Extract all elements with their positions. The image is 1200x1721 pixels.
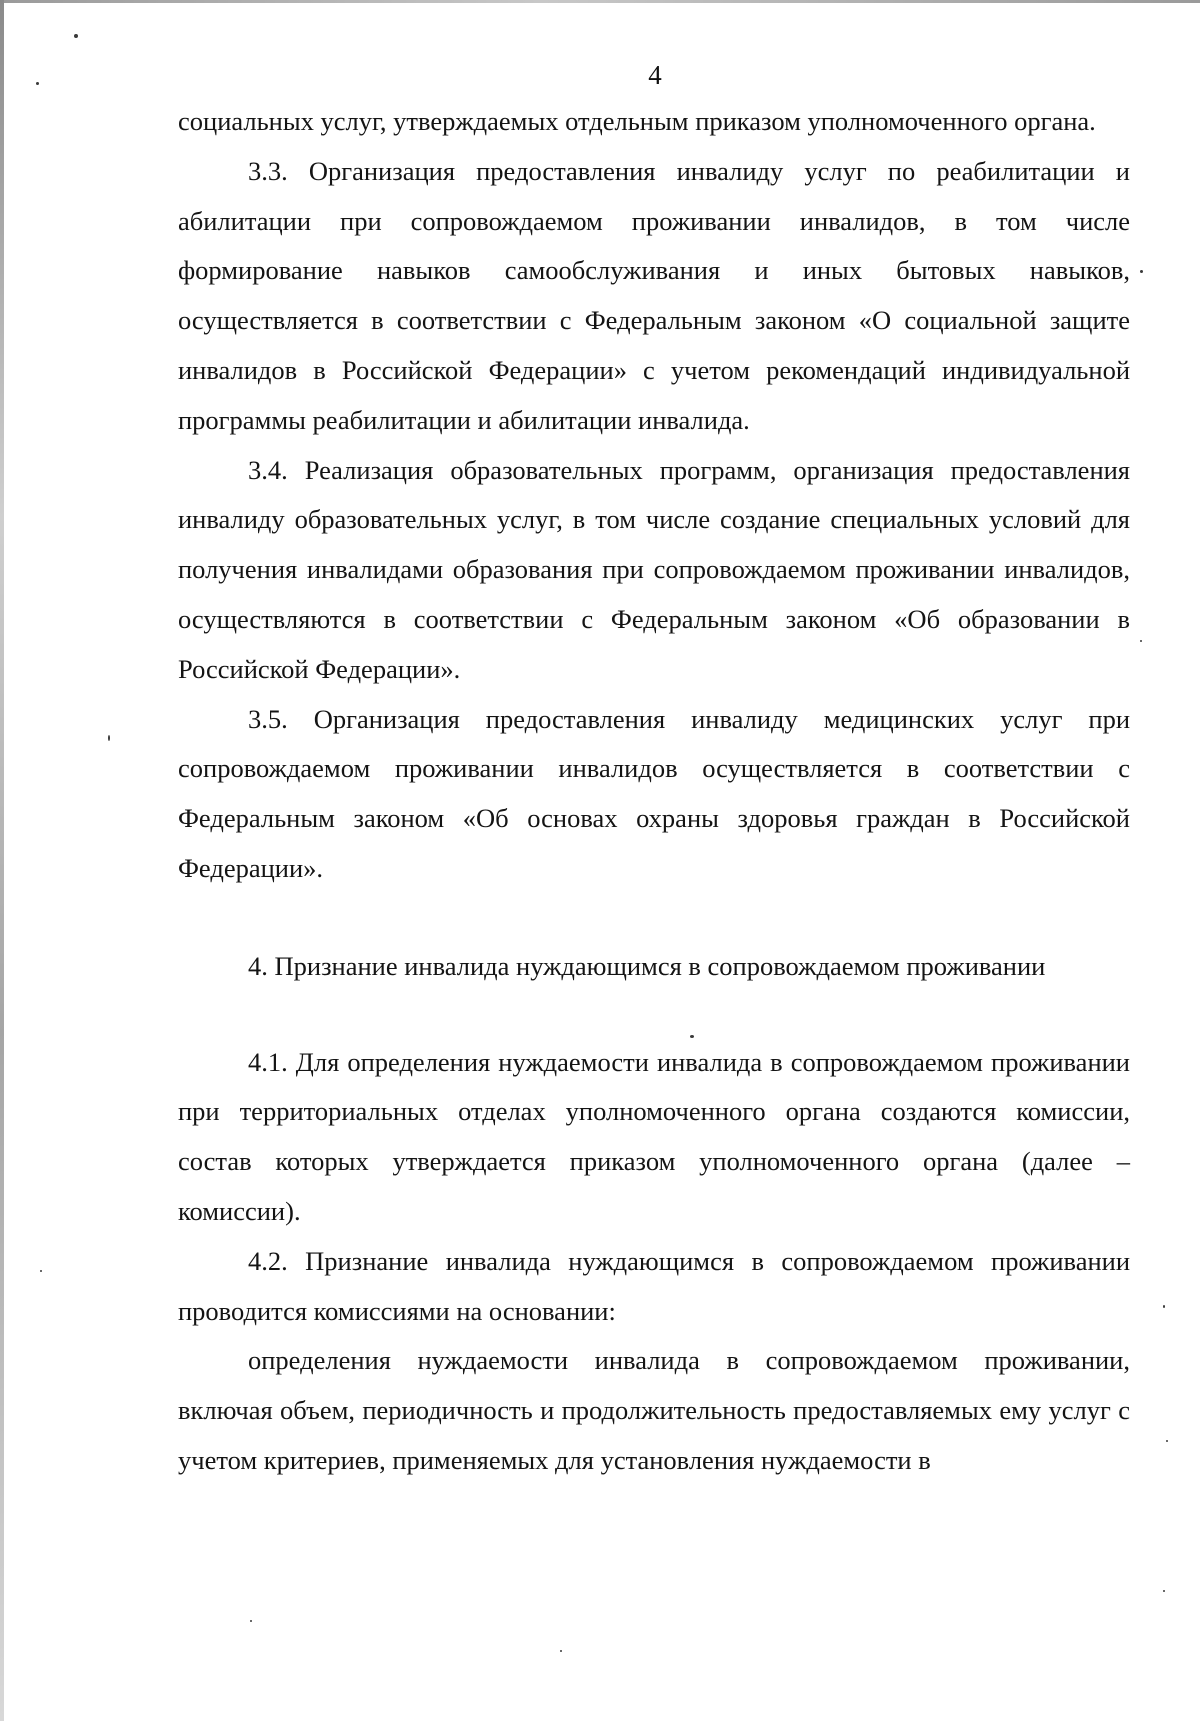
paragraph-3-3: 3.3. Организация предоставления инвалиду услуг по реабилитации и абилитации при сопровождаемом проживании инвалидов, в том числе формирование навыков самообслуживания и иных бытовых навыков, осуществляется в соответствии с Федеральным законом «О социальной защите инвалидов в Российской Федерации» с учетом рекомендаций индивидуальной программы реабилитации и абилитации инвалида. [178, 155, 1130, 435]
section-heading-4: 4. Признание инвалида нуждающимся в сопровождаемом проживании [248, 950, 1046, 981]
paragraph-3-4: 3.4. Реализация образовательных программ, организация предоставления инвалиду образовательных услуг, в том числе создание специальных условий для получения инвалидами образования при сопровождаемом проживании инвалидов, осуществляются в соответствии с Федеральным законом «Об образовании в Российской Федерации». [178, 454, 1130, 684]
paragraph-4-2: 4.2. Признание инвалида нуждающимся в сопровождаемом проживании проводится комиссиями на основании: [178, 1245, 1130, 1326]
paragraph-4-1: 4.1. Для определения нуждаемости инвалида в сопровождаемом проживании при территориальных отделах уполномоченного органа создаются комиссии, состав которых утверждается приказом уполномоченного органа (далее – комиссии). [178, 1046, 1130, 1226]
paragraph-4-2-item: определения нуждаемости инвалида в сопровождаемом проживании, включая объем, периодичность и продолжительность предоставляемых ему услуг с учетом критериев, применяемых для установления нуждаемости в [178, 1345, 1130, 1475]
scan-edge-top [0, 0, 1200, 3]
page-number: 4 [648, 60, 662, 90]
document-body [178, 97, 1130, 1486]
scan-speck [1166, 1440, 1168, 1442]
scan-speck [108, 735, 110, 741]
scan-speck [1163, 1305, 1165, 1308]
section-spacer [178, 894, 1130, 942]
scan-edge-left [0, 0, 4, 1721]
scan-speck [560, 1650, 562, 1652]
paragraph-3-5: 3.5. Организация предоставления инвалиду медицинских услуг при сопровождаемом проживании инвалидов осуществляется в соответствии с Федеральным законом «Об основах охраны здоровья граждан в Российской Федерации». [178, 703, 1130, 883]
section-spacer [178, 992, 1130, 1038]
scan-speck [74, 34, 78, 38]
scan-speck [1140, 640, 1142, 642]
scan-speck [250, 1620, 252, 1622]
scan-speck [40, 1270, 42, 1272]
scan-speck [1140, 270, 1143, 273]
scan-speck [1163, 1590, 1165, 1592]
paragraph-continuation: социальных услуг, утверждаемых отдельным приказом уполномоченного органа. [178, 106, 1096, 136]
